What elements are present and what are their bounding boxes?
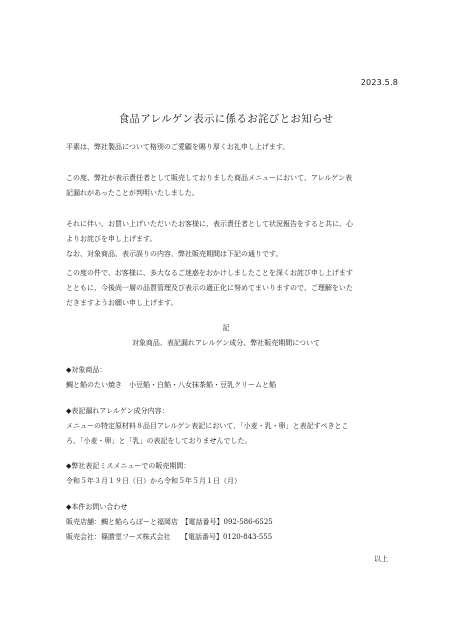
allergen-omission-section bbox=[66, 404, 406, 450]
commitment-paragraph bbox=[66, 266, 406, 312]
text-line: 鯛と餡のたい焼き 小豆餡・白餡・八女抹茶餡・豆乳クリームと餡 bbox=[66, 381, 276, 390]
target-products-section bbox=[66, 363, 406, 393]
text-line: とともに、今後尚一層の品質管理及び表示の適正化に努めてまいりますので、ご理解をいた bbox=[66, 284, 353, 293]
text-line: 記漏れがあったことが判明いたしました。 bbox=[66, 189, 199, 198]
apology-paragraph bbox=[66, 217, 406, 263]
text-line: この度の件で、お客様に、多大なるご迷惑をおかけしましたことを深くお詫び申し上げます bbox=[66, 269, 353, 277]
text-line: それに伴い、お買い上げいただいたお客様に、表示責任者として状況報告をすると共に、心 bbox=[66, 220, 353, 228]
section-heading: ◆表記漏れアレルゲン成分内容： bbox=[66, 407, 169, 415]
intro-paragraph bbox=[66, 140, 406, 155]
document-title: 食品アレルゲン表示に係るお詫びとお知らせ bbox=[118, 113, 334, 125]
store-contact-line: 販売店舗：鯛と餡ららぽーと福岡店 【電話番号】092-586-6525 bbox=[66, 518, 273, 527]
document-date: 2023.5.8 bbox=[360, 78, 398, 87]
ki-subtitle: 対象商品、表記漏れアレルゲン成分、弊社販売期間について bbox=[131, 339, 321, 347]
contact-section bbox=[66, 500, 406, 546]
text-line: メニューの特定原材料８品目アレルゲン表記において、「小麦・乳・卵」と表記すべきとこ bbox=[66, 422, 349, 431]
closing-mark: 以上 bbox=[374, 555, 388, 563]
sales-period-section bbox=[66, 459, 406, 489]
text-line: この度、弊社が表示責任者として販売しておりました商品メニューにおいて、アレルゲン表 bbox=[66, 174, 353, 182]
text-line: 令和５年３月１９日（日）から令和５年５月１日（月） bbox=[66, 477, 241, 486]
text-line: なお、対象商品、表示誤りの内容、弊社販売期間は下記の通りです。 bbox=[66, 250, 283, 259]
text-line: ろ、「小麦・卵」と「乳」の表記をしておりませんでした。 bbox=[66, 437, 252, 446]
company-contact-line: 販売会社：篠勝堂フーズ株式会社 【電話番号】0120-843-555 bbox=[66, 533, 273, 542]
text-line: 平素は、弊社製品について格別のご愛顧を賜り厚くお礼申し上げます。 bbox=[66, 143, 290, 151]
announcement-paragraph bbox=[66, 171, 406, 201]
ki-heading: 記 bbox=[222, 324, 230, 332]
section-heading: ◆本件お問い合わせ bbox=[66, 503, 128, 511]
text-line: だきますようお願い申し上げます。 bbox=[66, 299, 178, 308]
section-heading: ◆対象商品： bbox=[66, 366, 107, 374]
text-line: よりお詫びを申し上げます。 bbox=[66, 235, 157, 244]
section-heading: ◆弊社表記ミスメニューでの販売期間： bbox=[66, 462, 191, 470]
